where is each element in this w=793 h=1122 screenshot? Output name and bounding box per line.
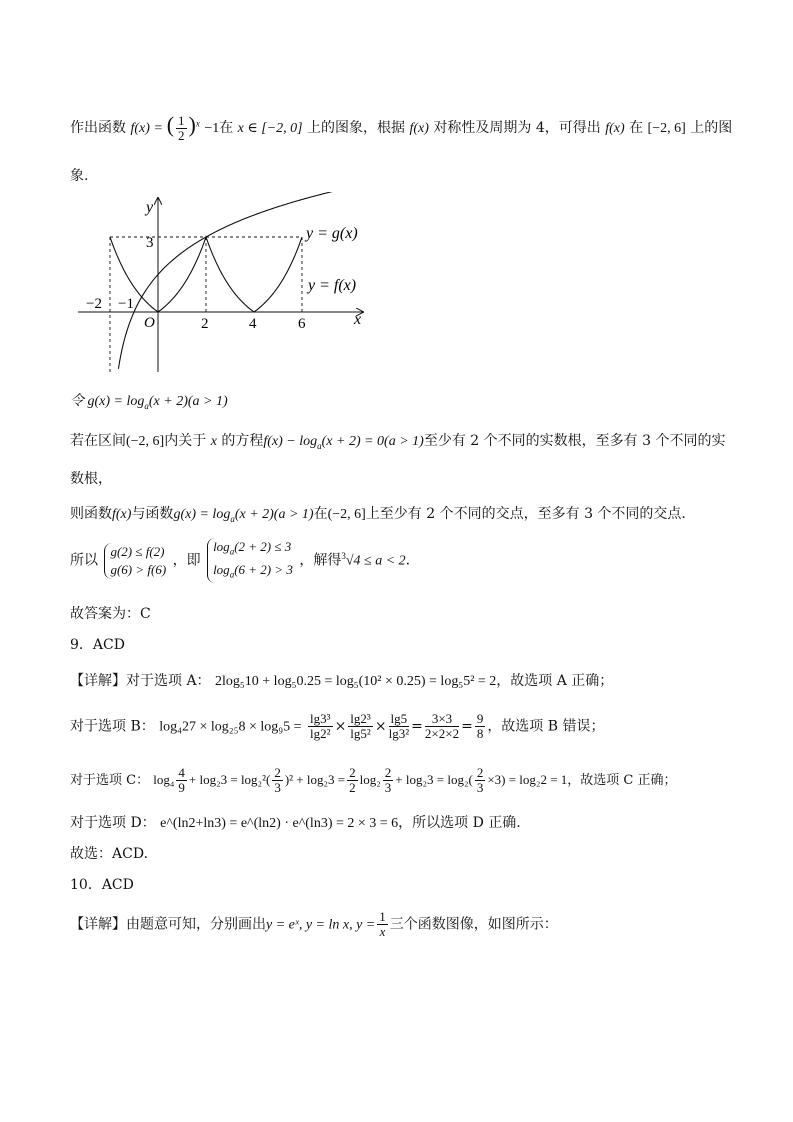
intro-fx3: f(x) bbox=[605, 121, 625, 136]
q9-b-pre: 对于选项 B： bbox=[70, 718, 155, 735]
q9-conclusion: 故选：ACD. bbox=[70, 846, 148, 862]
p2-e: (x + 2)(a > 1) bbox=[234, 507, 314, 522]
p3-d: . bbox=[405, 552, 411, 569]
q9-c-frac1-den: 9 bbox=[178, 780, 185, 795]
paragraph-3 bbox=[70, 538, 410, 583]
p1-e: 的方程 bbox=[221, 433, 264, 449]
p1-c: 内关于 bbox=[164, 433, 207, 449]
intro-text-1: 作出函数 bbox=[70, 120, 126, 136]
q9-c-pre: 对于选项 C： bbox=[70, 773, 150, 788]
p1-f: f(x) − log bbox=[263, 434, 318, 449]
intro-fx: f(x) bbox=[130, 121, 150, 136]
q9-c-frac4-num: 2 bbox=[384, 765, 392, 780]
system-1 bbox=[104, 543, 166, 579]
q10-detail-tag: 【详解】 bbox=[70, 916, 126, 933]
origin-label: O bbox=[144, 315, 155, 331]
q9-heading: 9．ACD bbox=[70, 637, 125, 653]
intro-power: x bbox=[195, 118, 200, 129]
q10-frac-num: 1 bbox=[379, 909, 386, 924]
q10-heading: 10．ACD bbox=[70, 877, 134, 893]
q9-detail-tag: 【详解】 bbox=[70, 673, 126, 689]
q10-a: 由题意可知，分别画出 bbox=[126, 916, 266, 933]
p2-b: f(x) bbox=[112, 507, 132, 522]
q9-option-d bbox=[70, 812, 521, 832]
paragraph-2 bbox=[70, 503, 686, 524]
p1-d: x bbox=[210, 434, 217, 449]
q9-b-frac1-den: lg2² bbox=[310, 726, 331, 741]
half-fraction: $\frac{1}{2}$ bbox=[178, 112, 185, 143]
q9-a-expr: 2log₅10 + log₅0.25 = log₅(10² × 0.25) = log₅5² = 2 bbox=[215, 674, 497, 689]
q9-c-expr1: log₄ bbox=[153, 772, 175, 787]
q9-b-frac3-num: lg5 bbox=[390, 711, 408, 726]
paragraph-1-line-2: 数根， bbox=[70, 471, 112, 487]
p1-g: (x + 2) = 0(a > 1) bbox=[321, 434, 424, 449]
p2-h: 上至少有 2 个不同的交点，至多有 3 个不同的交点. bbox=[365, 506, 686, 522]
system-2-row-1: (2 + 2) ≤ 3 bbox=[234, 539, 292, 554]
p2-g: (−2, 6] bbox=[327, 507, 366, 522]
p2-c: 与函数 bbox=[131, 506, 174, 522]
define-g-text: 令 g(x) = log bbox=[70, 394, 145, 409]
p3-c: ，解得 bbox=[299, 552, 342, 569]
q9-option-b: 对于选项 B： log₄27 × log₂₅8 × log₉5 = $\frac{\text{lg3³}}{\text{lg2²}}$ × $\frac{\text{lg2³}}{\text{lg5²}}$ × $\frac{\lg 5}{\text{lg3²}}$ = $\frac{3\times 3}{2\times 2\times 2}$ = $\frac{9}{8}$ ，故选项 B 错误； bbox=[70, 711, 605, 741]
intro-fx2: f(x) bbox=[409, 121, 429, 136]
tick-label-3: 3 bbox=[146, 235, 154, 251]
q10-detail bbox=[70, 910, 558, 939]
q9-d-post: ，所以选项 D 正确. bbox=[398, 815, 521, 831]
tick-label-minus2: −2 bbox=[86, 296, 102, 312]
p3-root: √4 ≤ a < 2 bbox=[345, 553, 406, 569]
q9-b-frac5-den: 8 bbox=[476, 726, 484, 741]
system-2-row-2-log: log bbox=[213, 561, 230, 577]
p1-a: 若在区间 bbox=[70, 433, 126, 449]
system-2-row-1-sub: a bbox=[229, 546, 235, 557]
q9-a-post: ，故选项 A 正确； bbox=[496, 673, 614, 689]
system-2 bbox=[207, 538, 293, 583]
tick-label-minus1: −1 bbox=[118, 296, 134, 312]
intro-line-2: 象. bbox=[70, 168, 89, 184]
q10-frac-den: x bbox=[379, 924, 386, 939]
q10-b: y = eˣ, y = ln x, y = bbox=[266, 917, 376, 933]
p3-b: ，即 bbox=[172, 552, 201, 569]
q9-c-expr3: )² + log₂3 = bbox=[284, 772, 346, 787]
answer-8: 故答案为：C bbox=[70, 606, 151, 622]
intro-domain: x ∈ [−2, 0] bbox=[237, 121, 303, 136]
q9-b-frac5-num: 9 bbox=[476, 711, 484, 726]
q9-c-expr5: + log₂3 = log₂( bbox=[395, 772, 473, 787]
p1-h: 至少有 2 个不同的实数根，至多有 3 个不同的实 bbox=[423, 433, 726, 449]
tick-label-6: 6 bbox=[298, 316, 306, 332]
paragraph-1 bbox=[70, 430, 725, 451]
q9-c-frac3-num: 2 bbox=[349, 765, 356, 780]
intro-line: 作出函数 f(x) = ( $\frac{1}{2}$ )$^x$ −1在 x ∈ [−2, 0] 上的图象，根据 f(x) 对称性及周期为 4，可得出 f(x) 在 [−2, 6] 上的图 bbox=[70, 112, 733, 143]
y-axis-label: y bbox=[146, 199, 154, 216]
f-curve-label: y = f(x) bbox=[308, 277, 357, 294]
q9-d-pre: 对于选项 D： bbox=[70, 815, 156, 831]
intro-text-2: 上的图象，根据 bbox=[307, 120, 406, 136]
system-2-row-2-sub: a bbox=[229, 569, 235, 580]
q9-c-expr2: + log₂3 = log₂²( bbox=[188, 772, 271, 787]
q9-b-frac1-num: lg3³ bbox=[310, 711, 331, 726]
intro-eq: = bbox=[154, 121, 163, 136]
q9-c-frac4-den: 3 bbox=[384, 780, 392, 795]
q9-b-post: ，故选项 B 错误； bbox=[487, 718, 605, 735]
q9-b-frac2-num: lg2³ bbox=[350, 711, 371, 726]
p2-d: g(x) = log bbox=[173, 507, 231, 522]
q9-a-pre: 对于选项 A： bbox=[126, 673, 211, 689]
system-2-row-1-log: log bbox=[213, 539, 230, 554]
p2-d-sub: a bbox=[230, 513, 235, 524]
p3-a: 所以 bbox=[70, 552, 98, 569]
root-index: 3 bbox=[341, 550, 346, 561]
q9-c-frac2-den: 3 bbox=[274, 780, 281, 795]
q9-option-c bbox=[70, 766, 677, 795]
p1-b: (−2, 6] bbox=[126, 434, 165, 449]
q9-b-expr: log₄27 × log₂₅8 × log₉5 = bbox=[159, 719, 302, 735]
q9-c-frac5-den: 3 bbox=[476, 780, 484, 795]
tick-label-2: 2 bbox=[201, 316, 209, 332]
q9-b-frac2-den: lg5² bbox=[350, 726, 371, 741]
define-g-tail: (x + 2)(a > 1) bbox=[148, 394, 228, 409]
tick-label-4: 4 bbox=[249, 316, 257, 332]
intro-text-4: 在 bbox=[629, 120, 644, 136]
q9-option-a bbox=[70, 670, 613, 690]
p1-f-sub: a bbox=[317, 440, 322, 451]
system-1-row-1: g(2) ≤ f(2) bbox=[110, 543, 165, 559]
x-axis-label: x bbox=[354, 311, 362, 328]
guide-lines bbox=[110, 237, 302, 372]
q9-b-frac4-den: 2×2×2 bbox=[424, 726, 460, 741]
g-curve-label: y = g(x) bbox=[306, 225, 358, 242]
q9-c-frac3-den: 2 bbox=[349, 780, 356, 795]
q9-b-frac3-den: lg3² bbox=[388, 726, 410, 741]
q9-c-frac5-num: 2 bbox=[476, 765, 484, 780]
q10-c: 三个函数图像，如图所示： bbox=[389, 916, 558, 933]
intro-text-5: 上的图 bbox=[690, 120, 733, 136]
intro-interval: [−2, 6] bbox=[647, 121, 686, 136]
intro-text-3: 对称性及周期为 4，可得出 bbox=[433, 120, 601, 136]
q9-b-frac4-num: 3×3 bbox=[425, 712, 459, 727]
p2-a: 则函数 bbox=[70, 506, 112, 522]
define-g-sub: a bbox=[144, 400, 149, 411]
q9-c-expr6: ×3) = log₂2 = 1 bbox=[487, 772, 568, 787]
q9-c-frac1-num: 4 bbox=[178, 765, 185, 780]
q9-c-post: ，故选项 C 正确； bbox=[567, 773, 677, 788]
define-g-line bbox=[70, 390, 228, 411]
p2-f: 在 bbox=[313, 506, 328, 522]
q9-c-frac2-num: 2 bbox=[274, 765, 281, 780]
intro-minus1: −1在 bbox=[204, 121, 234, 136]
function-graph bbox=[70, 192, 390, 382]
system-1-row-2: g(6) > f(6) bbox=[110, 561, 167, 577]
q9-d-expr: e^(ln2+ln3) = e^(ln2) · e^(ln3) = 2 × 3 = 6 bbox=[160, 816, 399, 831]
system-2-row-2: (6 + 2) > 3 bbox=[234, 561, 293, 577]
q9-c-expr4: log₂ bbox=[359, 772, 381, 787]
